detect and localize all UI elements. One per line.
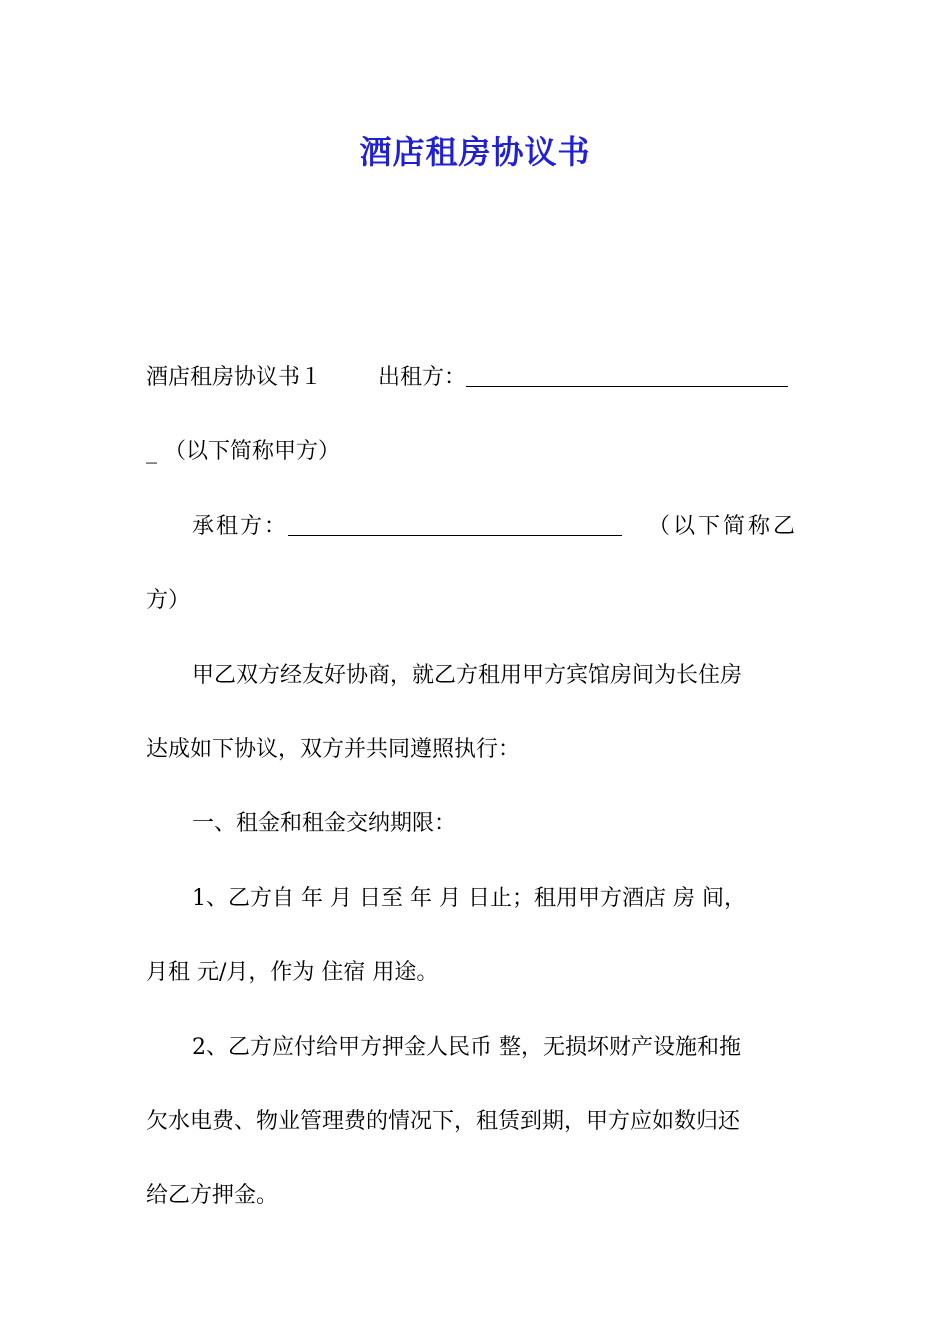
lessee-blank[interactable] <box>288 513 622 536</box>
clause-2-line-2: 欠水电费、物业管理费的情况下，租赁到期，甲方应如数归还 <box>146 1109 741 1135</box>
document-title: 酒店租房协议书 <box>359 133 591 171</box>
lessee-suffix: （以下简称乙 <box>648 513 799 539</box>
lessee-label: 承租方： <box>192 513 289 539</box>
lessor-suffix-line <box>146 415 806 489</box>
lessor-label: 出租方： <box>378 365 467 390</box>
clause-2-line-3: 给乙方押金。 <box>146 1183 279 1209</box>
lessor-line <box>146 341 806 415</box>
intro-line-2: 达成如下协议，双方并共同遵照执行： <box>146 737 521 763</box>
lessee-line <box>146 490 806 564</box>
document-body <box>146 341 806 1234</box>
clause-1-line-1: 1、乙方自 年 月 日至 年 月 日止；租用甲方酒店 房 间， <box>192 885 746 911</box>
section-1-heading: 一、租金和租金交纳期限： <box>192 811 457 837</box>
lessee-suffix-tail: 方） <box>146 588 191 614</box>
heading-ref: 酒店租房协议书１ <box>146 365 323 390</box>
lessee-suffix-line <box>146 564 806 638</box>
clause-2-line-1: 2、乙方应付给甲方押金人民币 整，无损坏财产设施和拖 <box>192 1034 741 1060</box>
clause-1-line-2: 月租 元/月，作为 住宿 用途。 <box>146 960 439 986</box>
lessor-suffix: _ （以下简称甲方） <box>146 439 340 465</box>
lessor-blank[interactable] <box>466 364 788 387</box>
intro-line-1: 甲乙双方经友好协商，就乙方租用甲方宾馆房间为长住房 <box>192 662 743 688</box>
